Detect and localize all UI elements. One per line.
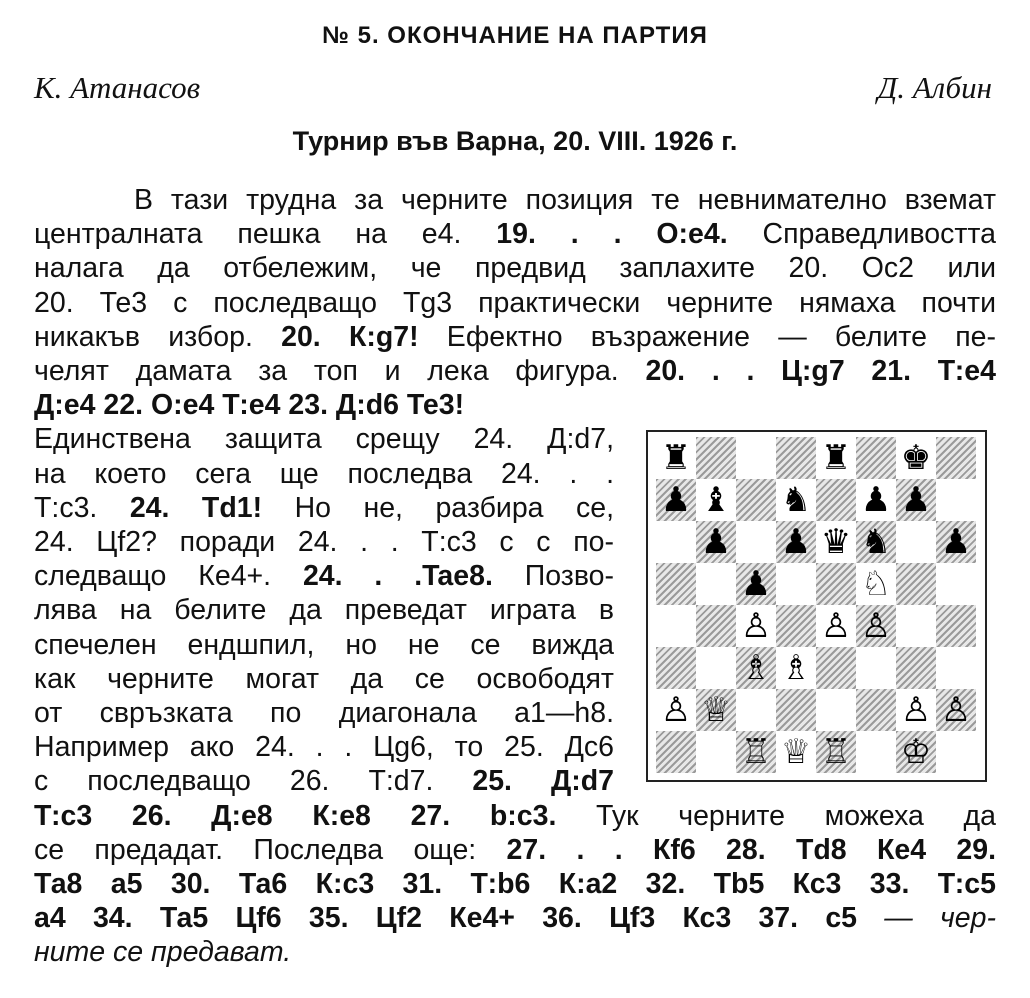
board-square	[856, 563, 896, 605]
board-square	[856, 731, 896, 773]
board-square	[816, 731, 856, 773]
chess-piece-icon: ♞	[860, 522, 892, 562]
board-square	[896, 479, 936, 521]
move-text: 25. Д:d7	[472, 765, 614, 798]
text-span: Ефектно възражение — белите пе-	[418, 320, 996, 353]
chess-piece-icon: ♖	[820, 732, 852, 772]
board-square	[816, 437, 856, 479]
board-square	[896, 563, 936, 605]
chess-piece-icon: ♕	[780, 732, 812, 772]
board-square	[736, 689, 776, 731]
paragraph-line: Например ако 24. . . Цg6, то 25. Дс6	[34, 731, 614, 764]
board-square	[936, 521, 976, 563]
tournament-line: Турнир във Варна, 20. VIII. 1926 г.	[292, 126, 738, 156]
paragraph-line	[34, 560, 614, 593]
board-square	[656, 689, 696, 731]
board-square	[936, 731, 976, 773]
paragraph-line: ните се предават.	[34, 936, 292, 969]
move-text: 20. . . Ц:g7 21. Т:е4	[645, 355, 996, 387]
text-span: Позво-	[492, 560, 614, 593]
chess-piece-icon: ♜	[660, 438, 692, 478]
move-text: 24. . .Tae8.	[302, 560, 493, 593]
board-square	[776, 689, 816, 731]
board-square	[736, 479, 776, 521]
board-square	[856, 521, 896, 563]
move-text: а4 34. Та5 Цf6 35. Цf2 Ке4+ 36. Цf3 Кс3 37. с5	[34, 902, 858, 935]
move-text: 20. К:g7!	[281, 320, 419, 353]
chess-piece-icon: ♟	[900, 480, 932, 520]
text-span: челят дамата за топ и лека фигура.	[34, 355, 646, 387]
board-square	[696, 521, 736, 563]
board-square	[736, 437, 776, 479]
chess-piece-icon: ♟	[740, 564, 772, 604]
board-square	[696, 605, 736, 647]
board-square	[816, 479, 856, 521]
text-span: с последващо 26. Т:d7.	[34, 765, 473, 798]
chess-piece-icon: ♟	[780, 522, 812, 562]
board-square	[936, 479, 976, 521]
chess-piece-icon: ♗	[780, 648, 812, 688]
chess-piece-icon: ♔	[900, 732, 932, 772]
text-span: Тук черните можеха да	[556, 799, 997, 832]
paragraph-line	[34, 492, 614, 525]
board-square	[696, 689, 736, 731]
board-square	[736, 563, 776, 605]
board-square	[936, 437, 976, 479]
board-square	[896, 521, 936, 563]
board-square	[816, 605, 856, 647]
board-square	[816, 521, 856, 563]
chess-piece-icon: ♛	[820, 522, 852, 562]
board-square	[896, 605, 936, 647]
italic-text: — чер-	[857, 902, 996, 935]
paragraph-line: на което сега ще последва 24. . .	[34, 457, 614, 490]
chess-piece-icon: ♖	[740, 732, 772, 772]
white-player-name: К. Атанасов	[34, 70, 201, 105]
paragraph-line	[34, 868, 996, 901]
move-text: 27. . . Кf6 28. Тd8 Ке4 29.	[506, 833, 997, 866]
board-square	[896, 647, 936, 689]
chess-piece-icon: ♟	[660, 480, 692, 520]
game-heading: № 5. ОКОНЧАНИЕ НА ПАРТИЯ	[322, 22, 708, 49]
chess-piece-icon: ♕	[700, 690, 732, 730]
paragraph-line	[34, 834, 996, 867]
move-text: 24. Тd1!	[129, 491, 263, 524]
text-span: следващо Ке4+.	[34, 560, 303, 593]
board-square	[656, 731, 696, 773]
chess-piece-icon: ♚	[900, 438, 932, 478]
board-square	[696, 647, 736, 689]
board-square	[816, 647, 856, 689]
board-square	[856, 647, 896, 689]
paragraph-line	[34, 765, 614, 798]
chess-piece-icon: ♟	[700, 522, 732, 562]
board-square	[896, 437, 936, 479]
paragraph-line	[84, 184, 996, 217]
paragraph-line: 24. Цf2? поради 24. . . Т:с3 с с по-	[34, 526, 614, 558]
chess-piece-icon: ♟	[940, 522, 972, 562]
board-square	[656, 479, 696, 521]
board-square	[936, 647, 976, 689]
board-square	[776, 437, 816, 479]
paragraph-line: 20. Те3 с последващо Tg3 практически черните нямаха почти	[34, 286, 996, 319]
board-square	[696, 437, 736, 479]
board-square	[776, 563, 816, 605]
board-square	[776, 479, 816, 521]
board-square	[776, 647, 816, 689]
board-square	[656, 521, 696, 563]
text-span: никакъв избор.	[34, 320, 282, 353]
chess-piece-icon: ♙	[740, 606, 772, 646]
board-square	[656, 647, 696, 689]
board-square	[736, 605, 776, 647]
paragraph-line	[34, 218, 996, 251]
text-span: Но не, разбира се,	[262, 491, 615, 524]
chess-piece-icon: ♗	[740, 648, 772, 688]
chess-piece-icon: ♙	[660, 690, 692, 730]
board-square	[776, 605, 816, 647]
board-square	[856, 479, 896, 521]
paragraph-line: Единствена защита срещу 24. Д:d7,	[34, 423, 614, 456]
chess-piece-icon: ♞	[780, 480, 812, 520]
text-span: Справедливостта	[727, 218, 997, 251]
move-text: Д:е4 22. О:е4 Т:е4 23. Д:d6 Те3!	[34, 389, 465, 422]
paragraph-line: налага да отбележим, че предвид заплахите 20. Ос2 или	[34, 252, 996, 285]
board-square	[936, 563, 976, 605]
text-span: централната пешка на е4.	[34, 218, 497, 251]
board-square	[896, 731, 936, 773]
board-square	[776, 521, 816, 563]
chess-piece-icon: ♙	[820, 606, 852, 646]
paragraph-line	[34, 389, 614, 422]
paragraph-line	[34, 355, 996, 388]
chess-piece-icon: ♟	[860, 480, 892, 520]
board-square	[736, 647, 776, 689]
chess-piece-icon: ♘	[860, 564, 892, 604]
paragraph-line: от свръзката по диагонала а1—h8.	[34, 697, 614, 729]
board-square	[656, 563, 696, 605]
black-player-name: Д. Албин	[877, 70, 992, 105]
board-square	[816, 689, 856, 731]
board-square	[856, 437, 896, 479]
chess-diagram	[646, 430, 987, 782]
board-square	[696, 563, 736, 605]
board-square	[856, 689, 896, 731]
paragraph-line: спечелен ендшпил, но не се вижда	[34, 628, 614, 661]
board-square	[656, 605, 696, 647]
paragraph-line	[34, 321, 996, 354]
move-text: Т:с3 26. Д:е8 К:е8 27. b:с3.	[34, 799, 557, 832]
paragraph-line: как черните могат да се освободят	[34, 662, 614, 695]
chess-board	[656, 437, 976, 773]
board-square	[696, 731, 736, 773]
board-square	[696, 479, 736, 521]
board-square	[736, 521, 776, 563]
board-square	[816, 563, 856, 605]
chess-piece-icon: ♙	[860, 606, 892, 646]
board-square	[856, 605, 896, 647]
board-square	[936, 605, 976, 647]
chess-piece-icon: ♝	[700, 480, 732, 520]
board-square	[896, 689, 936, 731]
board-square	[736, 731, 776, 773]
text-span: В тази трудна за черните позиция те невнимателно вземат	[134, 184, 996, 216]
chess-piece-icon: ♙	[940, 690, 972, 730]
move-text: 19. . . О:е4.	[496, 218, 728, 251]
paragraph-line	[34, 902, 996, 935]
text-span: се предадат. Последва още:	[34, 833, 507, 866]
paragraph-line	[34, 800, 996, 833]
chess-piece-icon: ♙	[900, 690, 932, 730]
move-text: Та8 а5 30. Та6 К:с3 31. Т:b6 К:а2 32. Тb5 Кс3 33. Т:с5	[34, 868, 996, 900]
text-span: Т:с3.	[34, 491, 130, 524]
board-square	[936, 689, 976, 731]
board-square	[656, 437, 696, 479]
chess-piece-icon: ♜	[820, 438, 852, 478]
board-square	[776, 731, 816, 773]
paragraph-line: лява на белите да преведат играта в	[34, 594, 614, 627]
